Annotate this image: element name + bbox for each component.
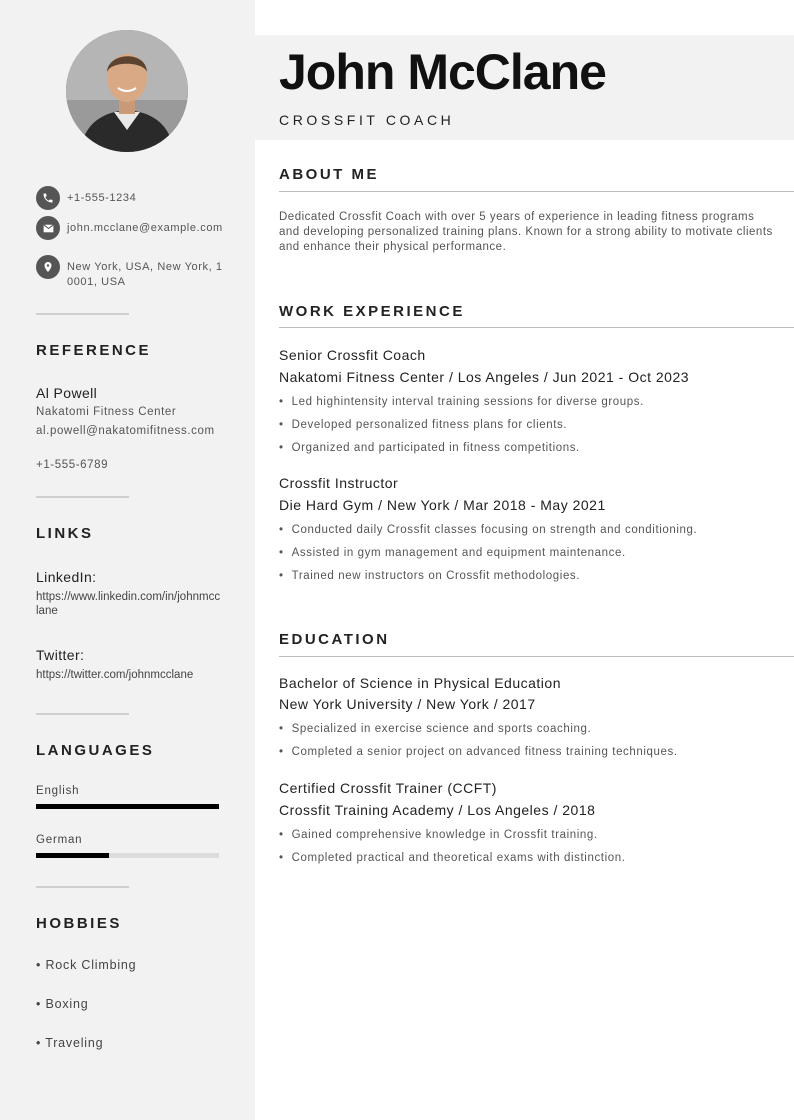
work-bullet: • Organized and participated in fitness competitions. xyxy=(279,442,580,454)
education-subtitle: New York University / New York / 2017 xyxy=(279,696,536,712)
hobby-label: Traveling xyxy=(45,1036,104,1050)
education-bullet: • Gained comprehensive knowledge in Crossfit training. xyxy=(279,829,598,841)
work-bullet: • Led highintensity interval training sessions for diverse groups. xyxy=(279,396,644,408)
person-name: John McClane xyxy=(279,44,606,100)
language-name-german: German xyxy=(36,834,83,846)
hobby-item: • Boxing xyxy=(36,997,89,1011)
section-rule xyxy=(279,656,794,657)
education-title: Certified Crossfit Trainer (CCFT) xyxy=(279,780,497,796)
sidebar xyxy=(0,0,255,1120)
education-subtitle: Crossfit Training Academy / Los Angeles / 2018 xyxy=(279,802,596,818)
work-bullet: • Assisted in gym management and equipment maintenance. xyxy=(279,547,626,559)
job-title: CROSSFIT COACH xyxy=(279,112,455,128)
language-name-english: English xyxy=(36,785,80,797)
education-heading: EDUCATION xyxy=(279,631,390,648)
divider xyxy=(36,313,129,315)
education-title: Bachelor of Science in Physical Education xyxy=(279,675,561,691)
avatar xyxy=(66,30,188,152)
about-heading: ABOUT ME xyxy=(279,166,379,183)
reference-name: Al Powell xyxy=(36,385,98,401)
linkedin-link[interactable]: https://www.linkedin.com/in/johnmcclane xyxy=(36,591,221,617)
divider xyxy=(36,886,129,888)
twitter-label: Twitter: xyxy=(36,647,85,663)
work-bullet: • Trained new instructors on Crossfit methodologies. xyxy=(279,570,580,582)
hobbies-heading: HOBBIES xyxy=(36,915,122,932)
phone-icon xyxy=(36,186,60,210)
work-subtitle: Nakatomi Fitness Center / Los Angeles / Jun 2021 - Oct 2023 xyxy=(279,369,690,385)
education-bullet: • Specialized in exercise science and sports coaching. xyxy=(279,723,591,735)
work-subtitle: Die Hard Gym / New York / Mar 2018 - May 2021 xyxy=(279,497,606,513)
email-icon xyxy=(36,216,60,240)
education-bullet: • Completed practical and theoretical exams with distinction. xyxy=(279,852,626,864)
education-bullet: • Completed a senior project on advanced fitness training techniques. xyxy=(279,746,678,758)
work-title: Crossfit Instructor xyxy=(279,475,399,491)
hobby-item: • Traveling xyxy=(36,1036,104,1050)
hobby-label: Rock Climbing xyxy=(45,958,137,972)
language-level-german xyxy=(36,853,109,858)
location-pin-icon xyxy=(36,255,60,279)
reference-phone: +1-555-6789 xyxy=(36,459,109,471)
linkedin-label: LinkedIn: xyxy=(36,569,97,585)
contact-email xyxy=(36,216,226,240)
languages-heading: LANGUAGES xyxy=(36,742,155,759)
about-text: Dedicated Crossfit Coach with over 5 years of experience in leading fitness programs and developing personalized training plans. Known for a strong ability to motivate clients and enhance their physical performance. xyxy=(279,211,773,253)
reference-heading: REFERENCE xyxy=(36,342,152,359)
reference-company: Nakatomi Fitness Center xyxy=(36,406,177,418)
email-text[interactable]: john.mcclane@example.com xyxy=(67,222,223,234)
hobby-label: Boxing xyxy=(45,997,89,1011)
divider xyxy=(36,713,129,715)
work-bullet: • Developed personalized fitness plans for clients. xyxy=(279,419,567,431)
section-rule xyxy=(279,191,794,192)
work-title: Senior Crossfit Coach xyxy=(279,347,426,363)
language-bar-english xyxy=(36,804,219,809)
phone-text: +1-555-1234 xyxy=(67,192,137,204)
main-content xyxy=(255,0,794,1120)
contact-address xyxy=(36,255,226,290)
language-bar-german xyxy=(36,853,219,858)
hobby-item: • Rock Climbing xyxy=(36,958,137,972)
divider xyxy=(36,496,129,498)
contact-phone xyxy=(36,186,226,210)
work-heading: WORK EXPERIENCE xyxy=(279,303,465,320)
language-level-english xyxy=(36,804,219,809)
links-heading: LINKS xyxy=(36,525,94,542)
section-rule xyxy=(279,327,794,328)
twitter-link[interactable]: https://twitter.com/johnmcclane xyxy=(36,669,194,681)
address-text: New York, USA, New York, 10001, USA xyxy=(67,261,223,288)
work-bullet: • Conducted daily Crossfit classes focusing on strength and conditioning. xyxy=(279,524,697,536)
reference-email[interactable]: al.powell@nakatomifitness.com xyxy=(36,425,215,437)
